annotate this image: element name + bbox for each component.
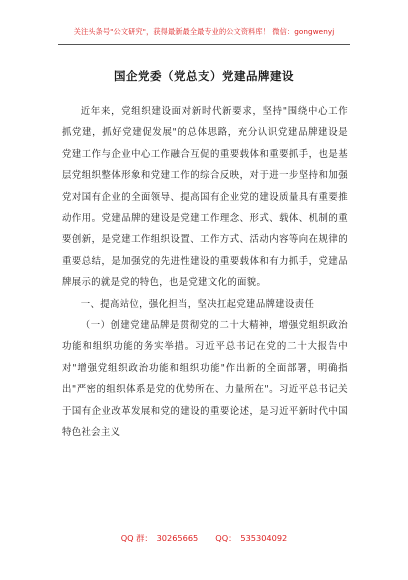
document-title: 国企党委（党总支）党建品牌建设	[114, 69, 294, 83]
qq-group-number: 30265665	[156, 533, 199, 543]
header-promo-text: 关注头条号"公文研究"，获得最新最全最专业的公文资料库！ 微信：gongwenyj	[73, 27, 335, 36]
paragraph-section-1-1: （一）创建党建品牌是贯彻党的二十大精神，增强党组织政治功能和组织功能的务实举措。习近平总书记在党的二十大报告中对"增强党组织政治功能和组织功能"作出新的全面部署，明确指出"严密的组织体系是党的优势所在、力量所在"。习近平总书记关于国有企业改革发展和党的建设的重要论述，是习近平新时代中国特色社会主义	[62, 320, 348, 439]
qq-group-label: QQ 群：	[120, 533, 153, 543]
qq-label: QQ：	[215, 533, 237, 543]
header-divider	[58, 44, 350, 45]
qq-number: 535304092	[240, 533, 288, 543]
document-body	[62, 101, 348, 444]
footer-contact	[0, 533, 408, 544]
section-heading-1: 一、提高站位，强化担当，坚决扛起党建品牌建设责任	[80, 298, 315, 310]
paragraph-intro: 近年来，党组织建设面对新时代新要求，坚持"围绕中心工作抓党建，抓好党建促发展"的总体思路，充分认识党建品牌建设是党建工作与企业中心工作融合互促的重要载体和重要抓手，也是基层党组织整体形象和党建工作的综合反映，对于进一步坚持和加强党对国有企业的全面领导、提高国有企业党的建设质量具有重要推动作用。党建品牌的建设是党建工作理念、形式、载体、机制的重要创新，是党建工作组织设置、工作方式、活动内容等向在规律的重要总结，是加强党的先进性建设的重要载体和有力抓手，党建品牌展示的就是党的特色，也是党建文化的面貌。	[62, 106, 348, 289]
